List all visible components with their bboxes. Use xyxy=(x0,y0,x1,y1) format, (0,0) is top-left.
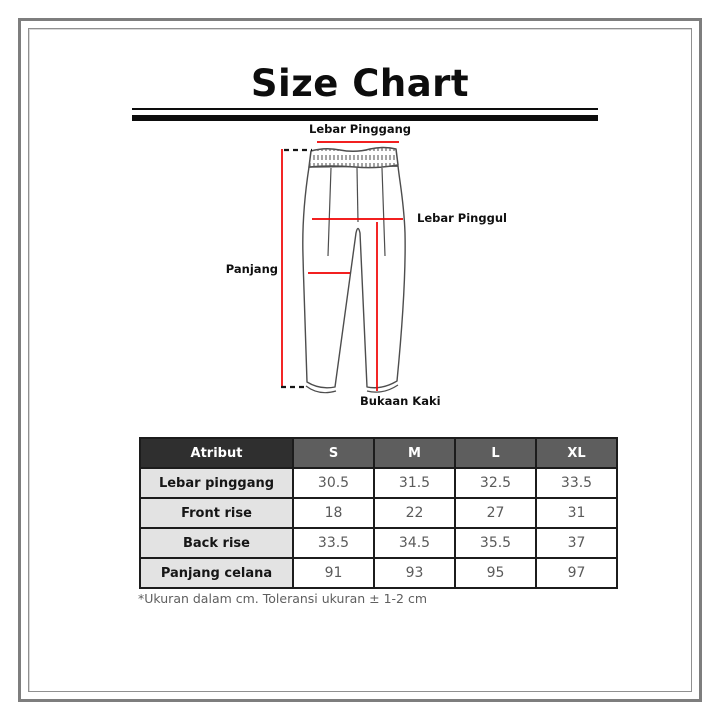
row-label: Panjang celana xyxy=(140,558,293,588)
cell-value: 34.5 xyxy=(374,528,455,558)
cell-value: 18 xyxy=(293,498,374,528)
length-label: Panjang xyxy=(225,262,278,276)
col-header-m: M xyxy=(374,438,455,468)
table-row xyxy=(140,528,617,558)
col-header-xl: XL xyxy=(536,438,617,468)
waist-label: Lebar Pinggang xyxy=(309,122,411,136)
size-table xyxy=(139,437,618,589)
cell-value: 33.5 xyxy=(536,468,617,498)
cell-value: 31.5 xyxy=(374,468,455,498)
table-row xyxy=(140,558,617,588)
cell-value: 97 xyxy=(536,558,617,588)
cell-value: 27 xyxy=(455,498,536,528)
cell-value: 95 xyxy=(455,558,536,588)
cell-value: 32.5 xyxy=(455,468,536,498)
cell-value: 35.5 xyxy=(455,528,536,558)
col-header-atribut: Atribut xyxy=(140,438,293,468)
units-footnote: *Ukuran dalam cm. Toleransi ukuran ± 1-2 cm xyxy=(138,591,428,606)
cell-value: 31 xyxy=(536,498,617,528)
cell-value: 37 xyxy=(536,528,617,558)
pants-outline xyxy=(303,166,405,388)
cell-value: 30.5 xyxy=(293,468,374,498)
col-header-s: S xyxy=(293,438,374,468)
cell-value: 33.5 xyxy=(293,528,374,558)
cell-value: 91 xyxy=(293,558,374,588)
cell-value: 22 xyxy=(374,498,455,528)
table-header-row xyxy=(140,438,617,468)
row-label: Back rise xyxy=(140,528,293,558)
row-label: Lebar pinggang xyxy=(140,468,293,498)
table-row xyxy=(140,498,617,528)
page-title: Size Chart xyxy=(250,62,470,105)
table-row xyxy=(140,468,617,498)
cell-value: 93 xyxy=(374,558,455,588)
col-header-l: L xyxy=(455,438,536,468)
waistband-elastic-texture xyxy=(309,148,398,168)
hip-label: Lebar Pinggul xyxy=(417,211,507,225)
leg-opening-label: Bukaan Kaki xyxy=(360,394,441,408)
row-label: Front rise xyxy=(140,498,293,528)
